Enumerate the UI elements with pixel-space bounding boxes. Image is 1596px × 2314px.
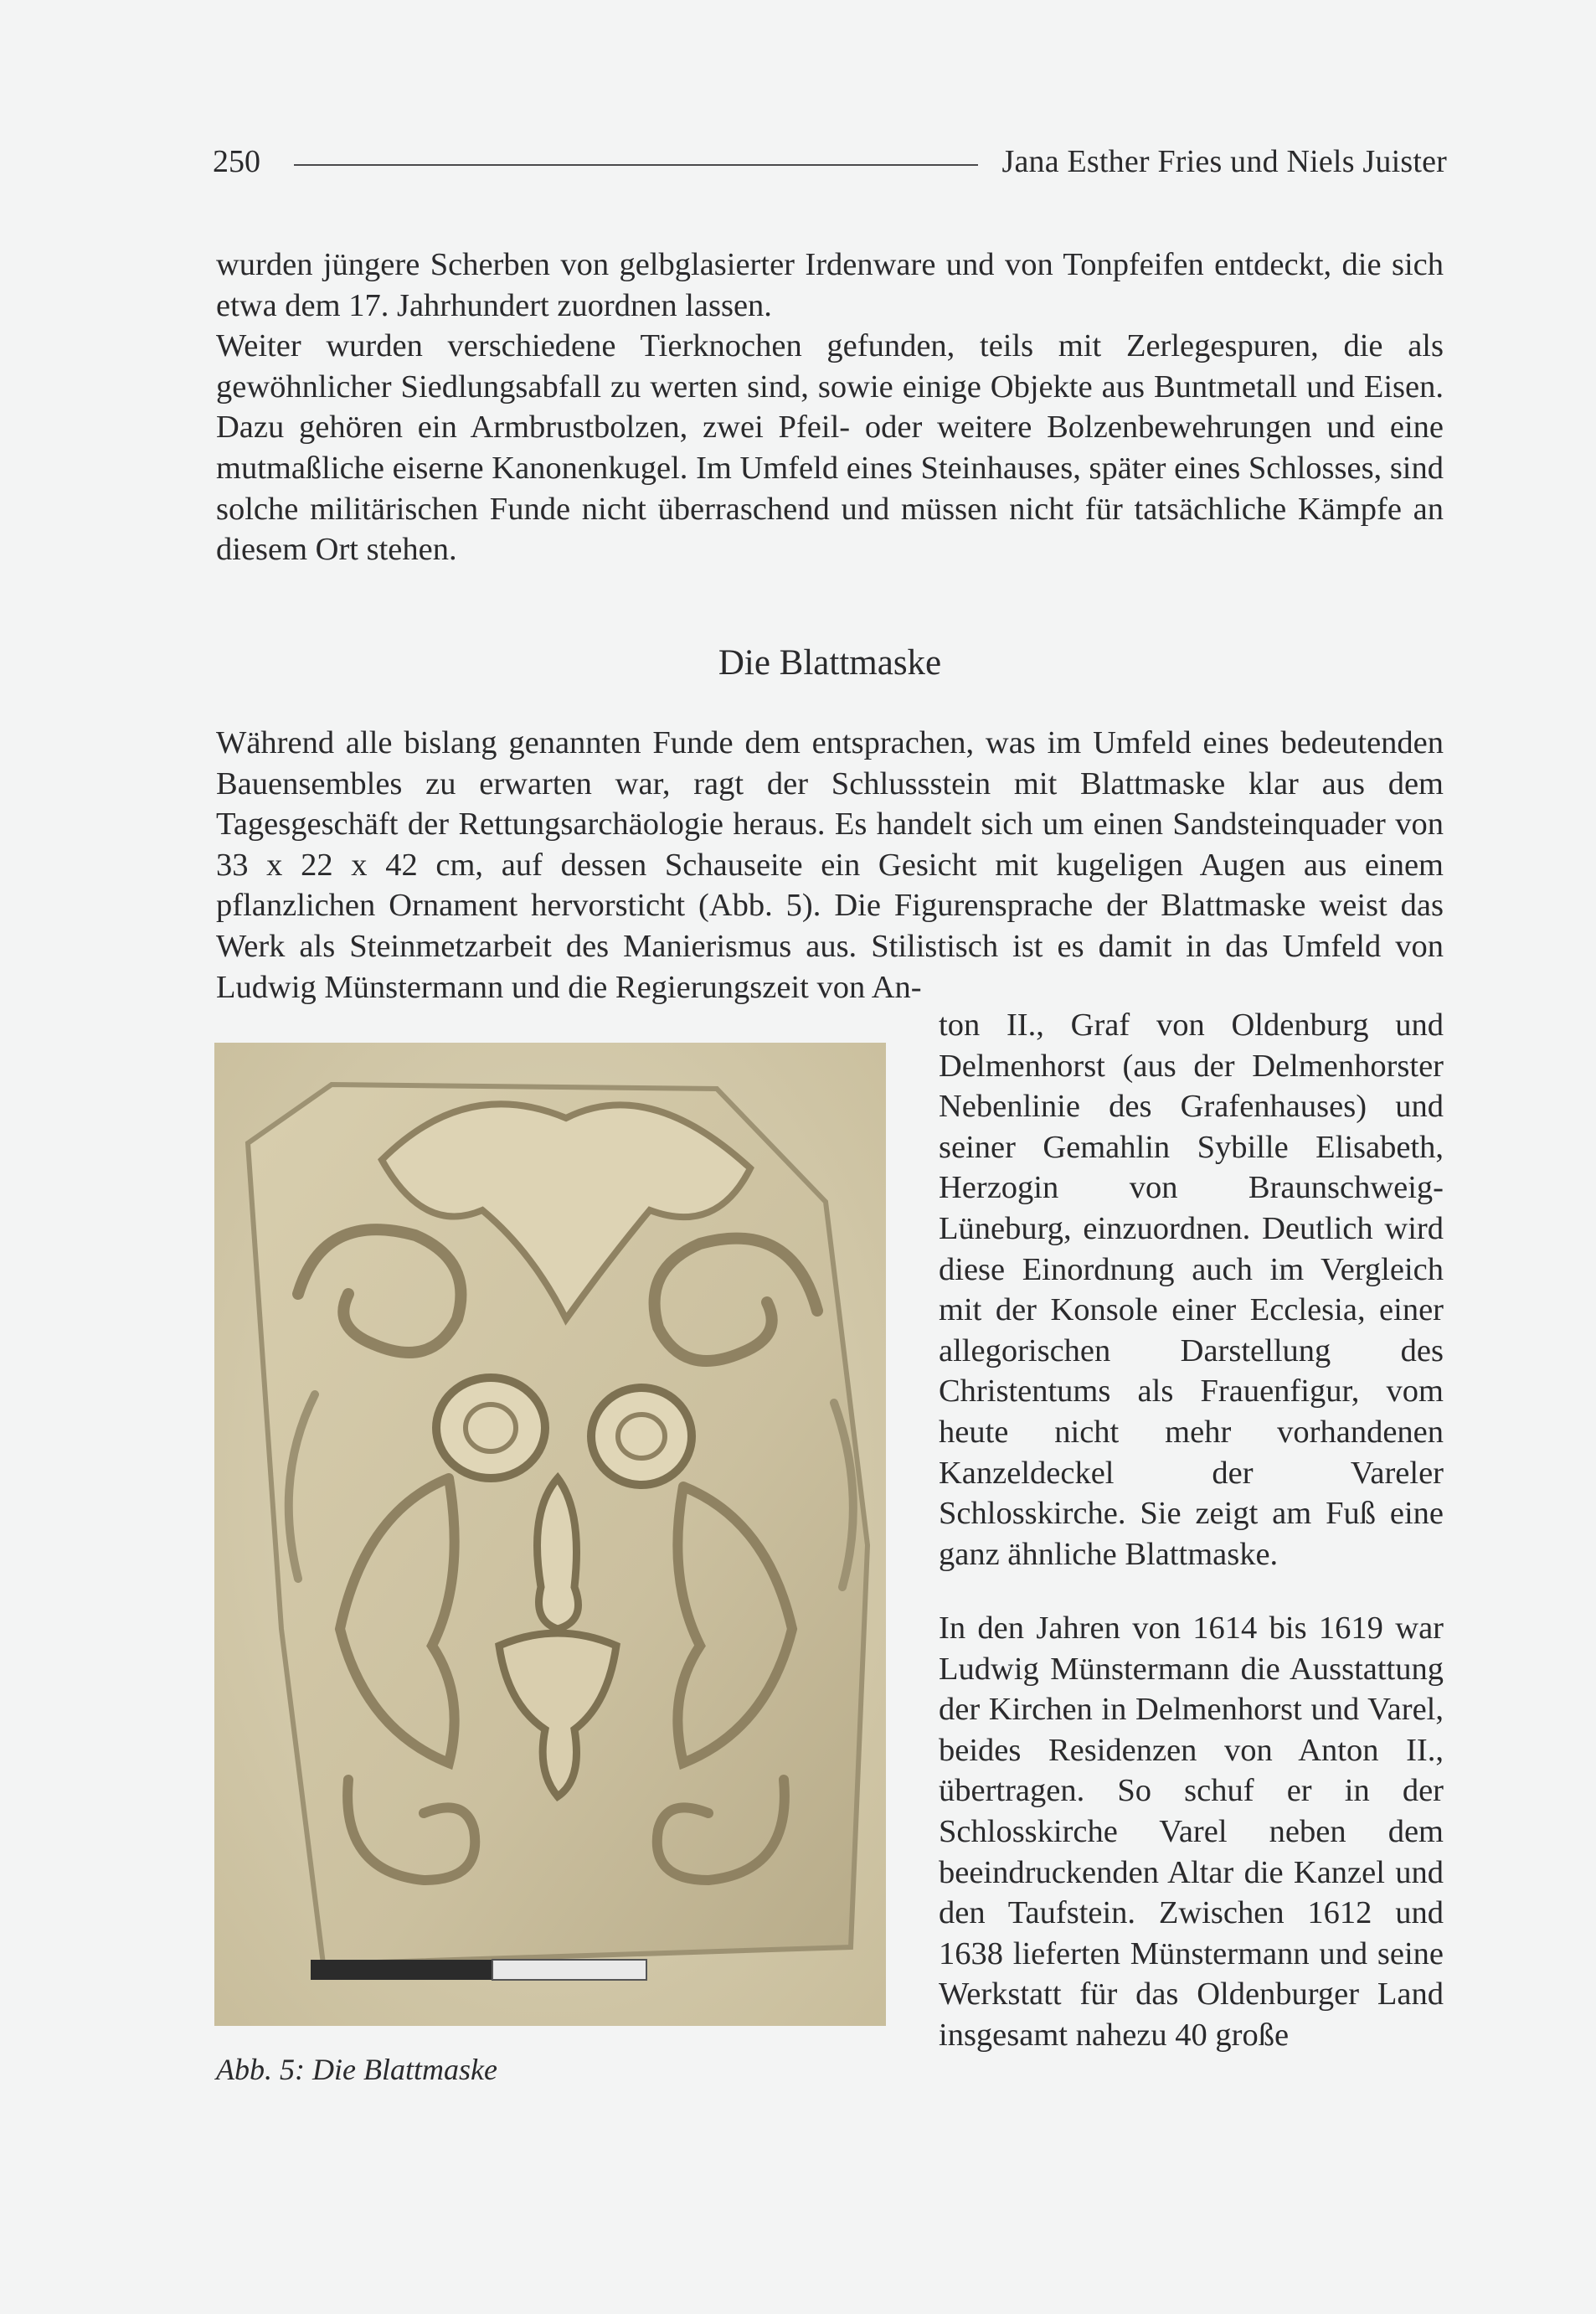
paragraph-animal-bones-and-metal: Weiter wurden verschiedene Tierknochen gefunden, teils mit Zerlegespuren, die als gewöhnlicher Siedlungsabfall zu werten sind, sowie einige Objekte aus Buntmetall und Eisen. Dazu gehören ein Armbrustbolzen, zwei Pfeil- oder weitere Bolzenbewehrungen und eine mutmaßliche eiserne Kanonenkugel. Im Umfeld eines Steinhauses, später eines Schlosses, sind solche militärischen Funde nicht überraschend und müssen nicht für tatsächliche Kämpfe an diesem Ort stehen. — [216, 328, 1444, 568]
paragraph-finds-17th-century: wurden jüngere Scherben von gelbglasierter Irdenware und von Tonpfeifen entdeckt, die sich etwa dem 17. Jahrhundert zuordnen lassen. — [216, 247, 1444, 323]
figure-caption: Abb. 5: Die Blattmaske — [216, 2053, 497, 2086]
paragraph-muenstermann-works: In den Jahren von 1614 bis 1619 war Ludwig Münstermann die Ausstattung der Kirchen in Delmenhorst und Varel, beides Residenzen von Anton II., übertragen. So schuf er in der Schlosskirche Varel neben dem beeindruckenden Altar die Kanzel und den Taufstein. Zwischen 1612 und 1638 lieferten Münstermann und seine Werkstatt für das Oldenburger Land insgesamt nahezu 40 große — [939, 1611, 1444, 2053]
figure-blattmaske-photo — [214, 1043, 886, 2026]
opening-text-block — [216, 245, 1444, 570]
left-eye — [436, 1378, 545, 1478]
scale-bar-dark — [311, 1960, 492, 1980]
header-rule — [294, 164, 978, 166]
section-heading: Die Blattmaske — [718, 643, 942, 683]
paragraph-blattmaske-continued: ton II., Graf von Oldenburg und Delmenhorst (aus der Delmenhorster Nebenlinie des Grafenhauses) und seiner Gemahlin Sybille Elisabeth, Herzogin von Braunschweig-Lüneburg, einzuordnen. Deutlich wird diese Einordnung auch im Vergleich mit der Konsole einer Ecclesia, einer allegorischen Darstellung des Christentums als Frauenfigur, vom heute nicht mehr vorhandenen Kanzeldeckel der Vareler Schlosskirche. Sie zeigt am Fuß eine ganz ähnliche Blattmaske. — [939, 1008, 1444, 1572]
scale-bar-light — [492, 1960, 646, 1980]
blattmaske-photo — [214, 1043, 886, 2026]
running-head-authors: Jana Esther Fries und Niels Juister — [1001, 144, 1447, 179]
paragraph-blattmaske-intro: Während alle bislang genannten Funde dem entsprachen, was im Umfeld eines bedeutenden Bauensembles zu erwarten war, ragt der Schlussstein mit Blattmaske klar aus dem Tagesgeschäft der Rettungsarchäologie heraus. Es handelt sich um einen Sandsteinquader von 33 x 22 x 42 cm, auf dessen Schauseite ein Gesicht mit kugeligen Augen aus einem pflanzlichen Ornament hervorsticht (Abb. 5). Die Figurensprache der Blattmaske weist das Werk als Steinmetzarbeit des Manierismus aus. Stilistisch ist es damit in das Umfeld von Ludwig Münstermann und die Regierungszeit von An- — [216, 725, 1444, 1005]
nose — [538, 1478, 579, 1629]
page-header — [213, 138, 1447, 185]
right-eye — [591, 1388, 692, 1485]
page-number: 250 — [213, 144, 260, 179]
